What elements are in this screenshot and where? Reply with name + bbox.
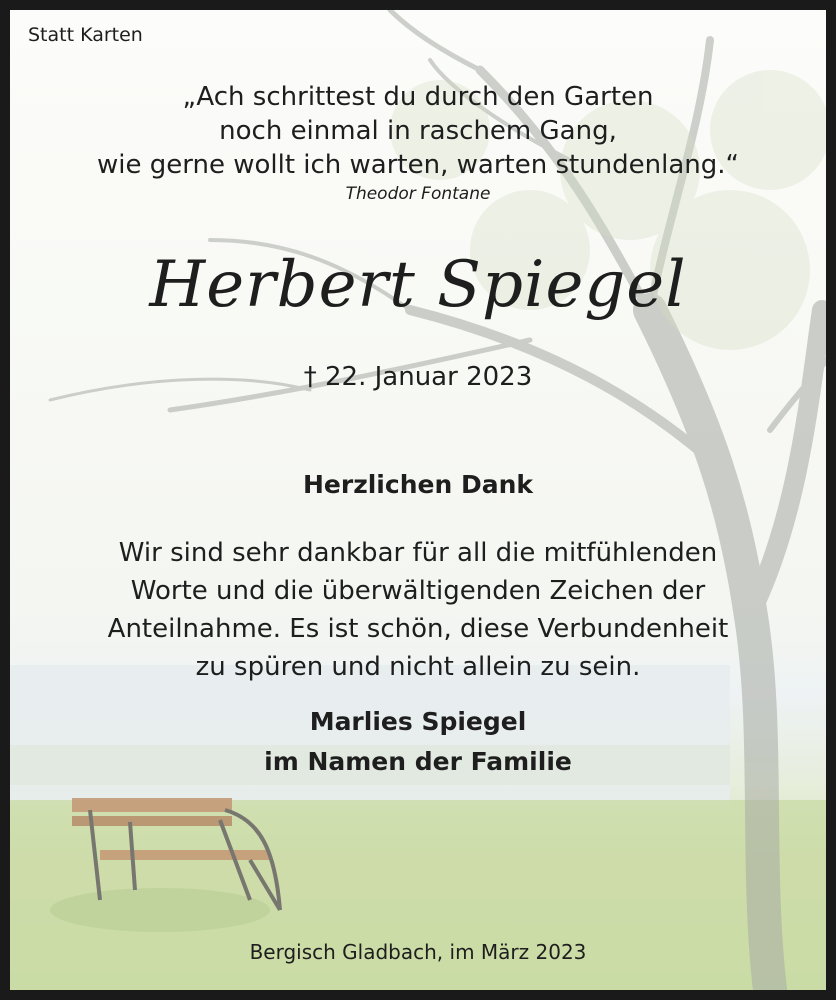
- thanks-message: [10, 534, 826, 686]
- statt-karten-label: Statt Karten: [28, 24, 143, 46]
- message-line: Worte und die überwältigenden Zeichen der: [130, 576, 706, 606]
- quote-author: Theodor Fontane: [345, 184, 491, 204]
- deceased-name: Herbert Spiegel: [149, 248, 687, 322]
- signature: [10, 702, 826, 782]
- place-and-date: Bergisch Gladbach, im März 2023: [249, 940, 587, 964]
- death-date: † 22. Januar 2023: [303, 362, 533, 392]
- obituary-card: [10, 10, 826, 990]
- thanks-heading: Herzlichen Dank: [302, 470, 534, 499]
- quote-line: noch einmal in raschem Gang,: [219, 116, 617, 146]
- message-line: Anteilnahme. Es ist schön, diese Verbundenheit: [107, 614, 729, 644]
- quote-line: wie gerne wollt ich warten, warten stundenlang.“: [96, 150, 739, 180]
- signature-name: Marlies Spiegel: [309, 707, 527, 736]
- message-line: Wir sind sehr dankbar für all die mitfühlenden: [118, 538, 718, 568]
- signature-family: im Namen der Familie: [264, 747, 572, 776]
- message-line: zu spüren und nicht allein zu sein.: [195, 652, 641, 682]
- quote-line: „Ach schrittest du durch den Garten: [182, 82, 654, 112]
- poem-quote: [10, 80, 826, 182]
